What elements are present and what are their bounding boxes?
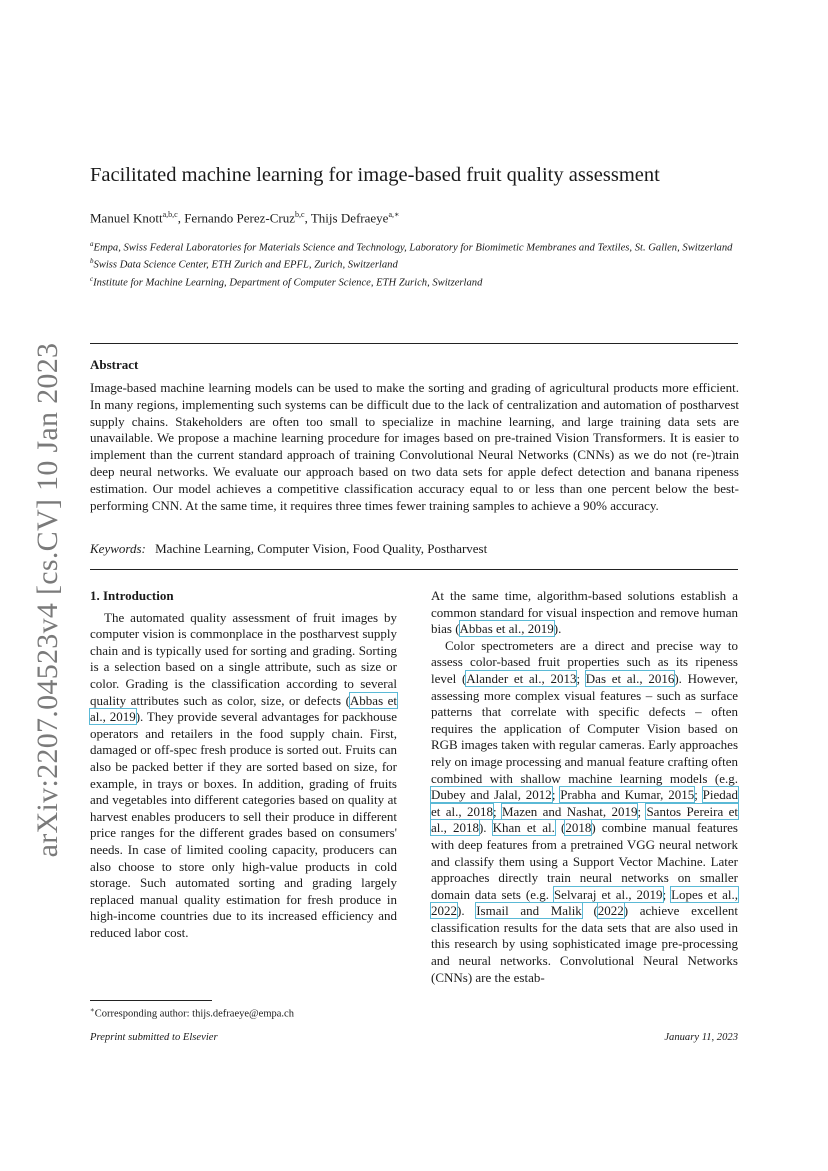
footnote-text: Corresponding author: thijs.defraeye@empa.ch	[94, 1008, 294, 1020]
arxiv-identifier	[28, 342, 68, 858]
citation-link[interactable]: 2022	[597, 903, 624, 919]
keywords-line	[90, 541, 487, 557]
affiliation-list	[90, 238, 740, 290]
paragraph-text: ) achieve excellent classification results for the data sets that are also used in this research by using sophisticated image pre-processing and neural networks. Convolutional Neural Networks (CNNs) are the estab-	[431, 903, 738, 985]
citation-link[interactable]: Lopes et al., 2022	[431, 886, 738, 919]
paragraph	[90, 610, 397, 942]
affiliation-text: Swiss Data Science Center, ETH Zurich and EPFL, Zurich, Switzerland	[93, 259, 398, 271]
paragraph-text: ).	[553, 621, 562, 637]
keywords-label: Keywords:	[90, 541, 146, 556]
citation-link[interactable]: Prabha and Kumar, 2015	[560, 787, 695, 803]
abstract-top-rule	[90, 343, 738, 344]
citation-link[interactable]: Abbas et al., 2019	[90, 692, 397, 725]
author-affiliation-marks: a,b,c	[162, 210, 178, 219]
footnote	[90, 1006, 294, 1020]
paragraph-text: ).	[478, 820, 493, 836]
affiliation-item	[90, 273, 740, 290]
citation-link[interactable]: Dubey and Jalal, 2012	[431, 787, 552, 803]
citation-link[interactable]: Ismail and Malik	[476, 903, 582, 919]
affiliation-item	[90, 255, 740, 272]
left-column	[90, 588, 397, 941]
paragraph-text: ).	[457, 903, 477, 919]
citation-link[interactable]: Khan et al.	[492, 820, 555, 836]
paragraph-text: (	[554, 820, 566, 836]
paragraph-text: The automated quality assessment of fruit images by computer vision is commonplace in the postharvest supply chain and is typically used for sorting and grading. Sorting is a selection based on a single attribute, such as size or color. Grading is the classification according to several quality attributes such as color, size, or defects (	[90, 609, 397, 708]
abstract-body: Image-based machine learning models can be used to make the sorting and grading of agricultural products more efficient. In many regions, implementing such systems can be difficult due to the lack of centralization and automation of postharvest supply chains. Stakeholders are often too small to specialize in machine learning, and large training data sets are unavailable. We propose a machine learning procedure for images based on pre-trained Vision Transformers. It is easier to implement than the current standard approach of training Convolutional Neural Networks (CNNs) as we do not (re-)train deep neural networks. We evaluate our approach based on two data sets for apple defect detection and banana ripeness estimation. Our model achieves a competitive classification accuracy equal to or less than one percent below the best-performing CNN. At the same time, it requires three times fewer training samples to achieve a 90% accuracy.	[90, 380, 739, 513]
paragraph-text: ;	[694, 787, 703, 803]
paragraph-text: At the same time, algorithm-based solutions establish a common standard for visual inspection and remove human bias (	[431, 588, 738, 637]
citation-link[interactable]: Alander et al., 2013	[466, 670, 577, 686]
affiliation-text: Institute for Machine Learning, Department of Computer Science, ETH Zurich, Switzerland	[93, 277, 483, 289]
arxiv-identifier-text: arXiv:2207.04523v4 [cs.CV] 10 Jan 2023	[31, 342, 64, 858]
footnote-mark: ∗	[90, 1006, 95, 1014]
citation-link[interactable]: Santos Pereira et al., 2018	[431, 803, 738, 836]
author-name: Manuel Knott	[90, 210, 163, 226]
section-heading: 1. Introduction	[90, 588, 174, 603]
author-list: Manuel Knott$^{a,b,c}$, Fernando Perez-Cruz$^{b,c}$, Thijs Defraeye$^{a,∗}$	[90, 210, 400, 226]
citation-link[interactable]: 2018	[565, 820, 592, 836]
paragraph-text: (	[581, 903, 598, 919]
paragraph-text: ;	[492, 803, 502, 819]
paragraph-text: Color spectrometers are a direct and precise way to assess color-based fruit properties such as its ripeness level (	[431, 637, 738, 686]
paragraph-text: ;	[551, 787, 561, 803]
paper-title: Facilitated machine learning for image-based fruit quality assessment	[90, 164, 660, 186]
keywords-text: Machine Learning, Computer Vision, Food Quality, Postharvest	[155, 541, 488, 556]
footnote-rule	[90, 1000, 212, 1001]
paragraph	[431, 638, 738, 986]
affiliation-mark: c	[90, 274, 94, 283]
citation-link[interactable]: Mazen and Nashat, 2019	[501, 803, 638, 819]
right-column	[431, 588, 738, 986]
author-affiliation-marks: a,∗	[388, 210, 400, 219]
affiliation-text: Empa, Swiss Federal Laboratories for Materials Science and Technology, Laboratory for Biomimetic Membranes and Textiles, St. Gallen, Switzerland	[93, 242, 733, 254]
author-affiliation-marks: b,c	[295, 210, 305, 219]
affiliation-item	[90, 238, 740, 255]
paragraph-text: ). They provide several advantages for packhouse operators and retailers in the food supply chain. First, damaged or off-spec fresh produce is sorted out. Fruits can also be packed better if they are sorted based on size, for example, in trays or boxes. In addition, grading of fruits and vegetables into different categories based on quality at harvest enables producers to sell their produce in different price ranges for the different grades based on consumers' needs. In case of limited cooling capacity, producers can also choose to store only high-value products in cold storage. Such automated sorting and grading largely replaced manual quality estimation for fresh produce in high-income countries due to its increased efficiency and reduced labor cost.	[90, 709, 398, 940]
abstract-bottom-rule	[90, 569, 738, 570]
paragraph-text: ) combine manual features with deep features from a pretrained VGG neural network and classify them using a Support Vector Machine. Later approaches directly train neural networks on smaller domain data sets (e.g.	[431, 820, 738, 902]
citation-link[interactable]: Piedad et al., 2018	[431, 787, 738, 819]
author-name: Fernando Perez-Cruz	[184, 210, 296, 226]
paragraph-text: ;	[662, 886, 672, 902]
affiliation-mark: a	[90, 240, 94, 248]
citation-link[interactable]: Selvaraj et al., 2019	[553, 886, 663, 902]
paragraph-text: ). However, assessing more complex visual features – such as surface patterns that correlate with specific defects – often requires the application of Computer Vision based on RGB images taken with regular cameras. Early approaches rely on image processing and manual feature crafting often combined with shallow machine learning models (e.g.	[431, 670, 738, 786]
affiliation-mark: b	[90, 257, 94, 266]
paragraph	[431, 588, 738, 638]
citation-link[interactable]: Abbas et al., 2019	[459, 621, 554, 637]
paragraph-text: ;	[576, 670, 586, 686]
abstract-heading: Abstract	[90, 357, 139, 372]
citation-link[interactable]: Das et al., 2016	[585, 670, 675, 686]
author-name: Thijs Defraeye	[310, 210, 389, 226]
footer-left: Preprint submitted to Elsevier	[90, 1032, 218, 1043]
paragraph-text: ;	[637, 803, 647, 819]
footer-date: January 11, 2023	[664, 1032, 738, 1043]
